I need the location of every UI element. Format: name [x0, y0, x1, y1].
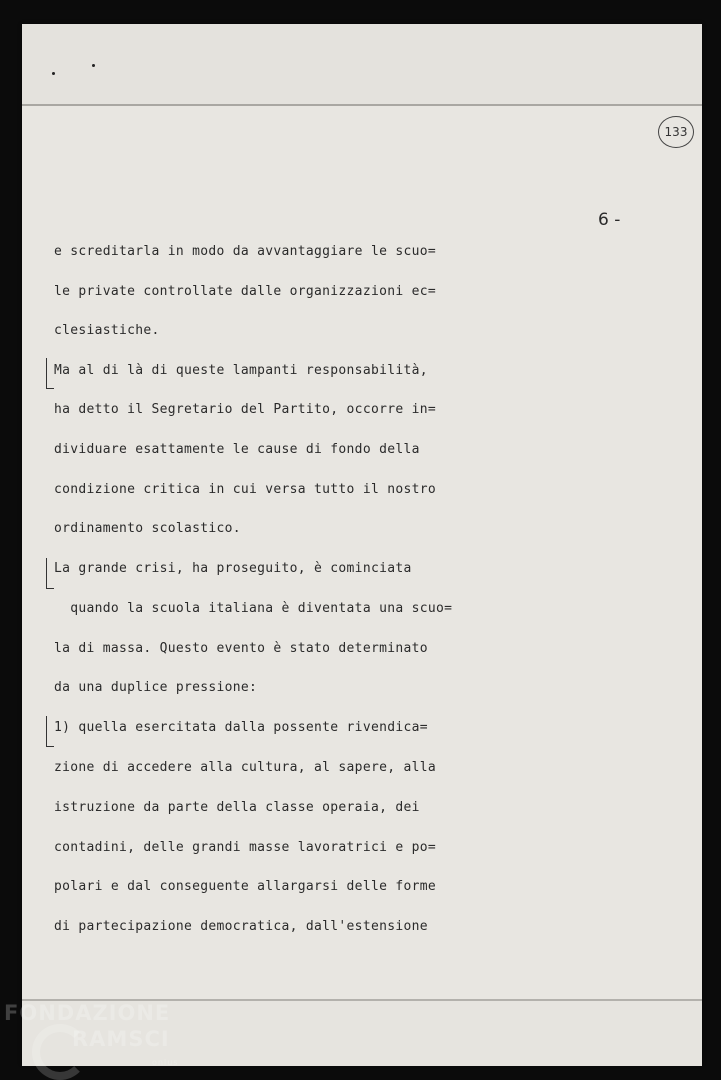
text-line: zione di accedere alla cultura, al sapere, alla [54, 760, 436, 775]
margin-bracket-mark [46, 716, 54, 747]
text-line: istruzione da parte della classe operaia, dei [54, 800, 420, 815]
text-line: le private controllate dalle organizzazioni ec= [54, 284, 436, 299]
margin-bracket-mark [46, 358, 54, 389]
text-line: quando la scuola italiana è diventata una scuo= [54, 601, 453, 616]
text-line: da una duplice pressione: [54, 680, 258, 695]
text-line: Ma al di là di queste lampanti responsabilità, [54, 363, 428, 378]
fondazione-gramsci-watermark [4, 1001, 179, 1067]
page-top-fold [22, 24, 702, 106]
text-line: e screditarla in modo da avvantaggiare le scuo= [54, 244, 436, 259]
text-line: La grande crisi, ha proseguito, è cominciata [54, 561, 412, 576]
text-line: dividuare esattamente le cause di fondo della [54, 442, 420, 457]
ink-speck [52, 72, 55, 75]
text-line: di partecipazione democratica, dall'estensione [54, 919, 428, 934]
text-line: la di massa. Questo evento è stato determinato [54, 641, 428, 656]
text-line: 1) quella esercitata dalla possente rivendica= [54, 720, 428, 735]
text-line: contadini, delle grandi masse lavoratrici e po= [54, 840, 436, 855]
document-page [22, 24, 702, 1064]
watermark-suffix: onlus [152, 1058, 179, 1067]
text-line: polari e dal conseguente allargarsi delle forme [54, 879, 436, 894]
text-line: condizione critica in cui versa tutto il nostro [54, 482, 436, 497]
watermark-line1: FONDAZIONE [4, 1001, 171, 1025]
ink-speck [92, 64, 95, 67]
archive-stamp-number: 133 [658, 116, 694, 148]
text-line: ha detto il Segretario del Partito, occorre in= [54, 402, 436, 417]
text-line: clesiastiche. [54, 323, 160, 338]
text-line: ordinamento scolastico. [54, 521, 241, 536]
margin-bracket-mark [46, 558, 54, 589]
watermark-line2: RAMSCI [72, 1027, 170, 1051]
page-number: 6 - [598, 210, 621, 230]
